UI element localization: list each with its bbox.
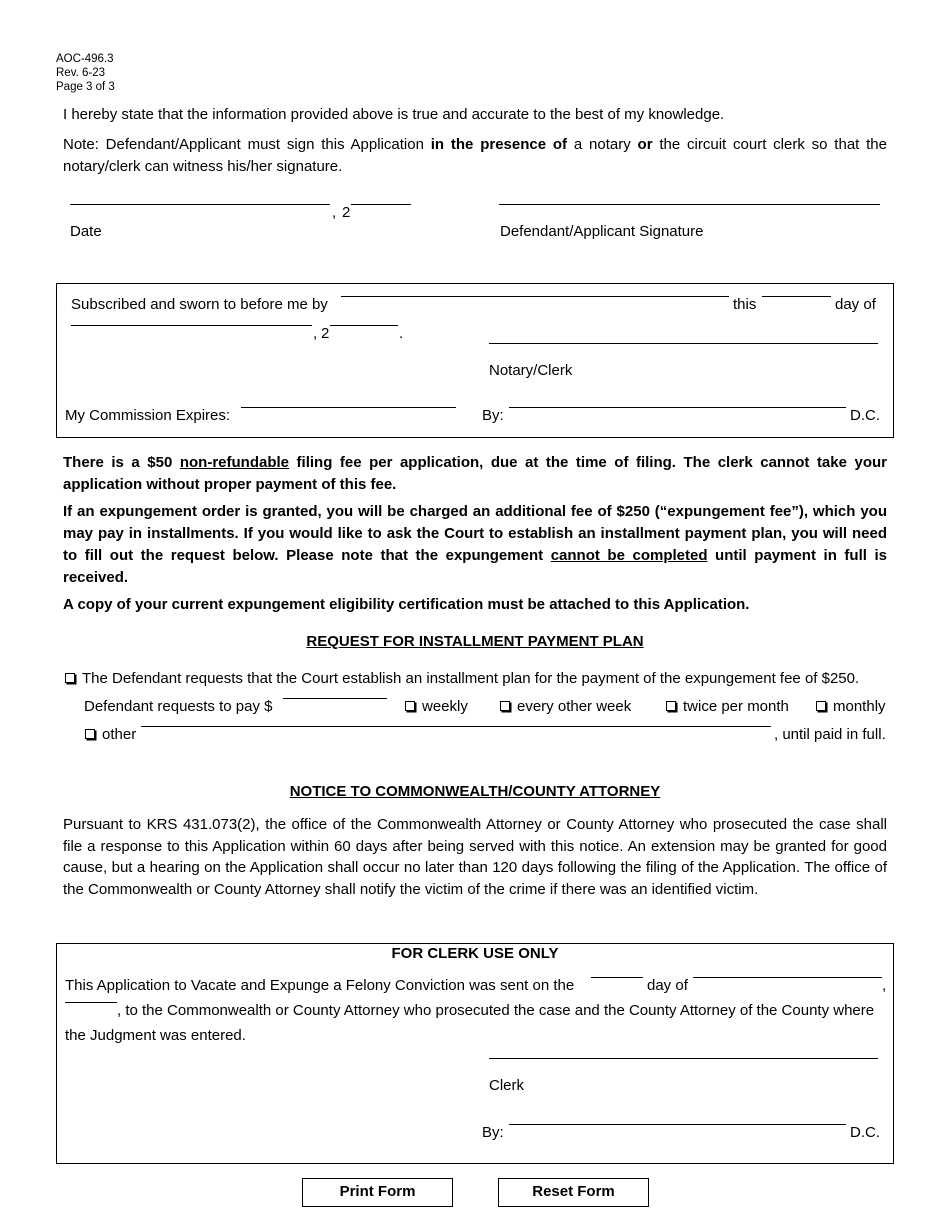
- commission-line[interactable]: [241, 407, 456, 408]
- notary-period: .: [399, 325, 404, 342]
- commission-label: My Commission Expires:: [65, 407, 231, 424]
- signature-line[interactable]: [499, 204, 880, 205]
- note-paragraph: Note: Defendant/Applicant must sign this Application in the presence of a notary or the circuit court clerk so that the notary/clerk can witness his/her signature.: [63, 136, 887, 175]
- date-year-line[interactable]: [351, 204, 411, 205]
- notice-heading: NOTICE TO COMMONWEALTH/COUNTY ATTORNEY: [289, 783, 661, 800]
- clerk-line3-text: the Judgment was entered.: [65, 1027, 246, 1044]
- date-year-prefix: 2: [342, 204, 351, 221]
- clerk-dc-label: D.C.: [850, 1124, 880, 1141]
- day-of-label: day of: [835, 296, 876, 313]
- form-number: AOC-496.3: [56, 53, 114, 65]
- until-paid-label: , until paid in full.: [774, 726, 886, 743]
- notice-paragraph: Pursuant to KRS 431.073(2), the office of the Commonwealth Attorney or County Attorney who prosecuted the case shall file a response to this Application within 60 days after being served with this notice. An extension may be granted for good cause, but a hearing on the Application shall occur no later than 120 days following the filing of the Application. The office of the Commonwealth or County Attorney shall notify the victim of the crime if there was an identified victim.: [63, 816, 887, 898]
- every-other-week-checkbox[interactable]: [500, 701, 510, 711]
- statement-text: I hereby state that the information provided above is true and accurate to the best of my knowledge.: [63, 106, 725, 123]
- monthly-checkbox[interactable]: [816, 701, 826, 711]
- clerk-line2-text: , to the Commonwealth or County Attorney who prosecuted the case and the County Attorney of the County where: [117, 1002, 875, 1019]
- date-line[interactable]: [70, 204, 330, 205]
- notary-year-line[interactable]: [330, 325, 398, 326]
- notary-year-prefix: 2: [321, 325, 330, 342]
- option-weekly[interactable]: weekly: [405, 698, 468, 715]
- date-comma: ,: [332, 204, 337, 221]
- certification-note: A copy of your current expungement eligibility certification must be attached to this Application.: [63, 596, 750, 613]
- clerk-by-label: By:: [482, 1124, 504, 1141]
- clerk-month-line[interactable]: [693, 977, 882, 978]
- other-description-line[interactable]: [141, 726, 771, 727]
- affiant-name-line[interactable]: [341, 296, 729, 297]
- page-number: Page 3 of 3: [56, 81, 115, 93]
- installment-request-text: The Defendant requests that the Court establish an installment plan for the payment of the expungement fee of $250.: [82, 670, 860, 687]
- clerk-by-line[interactable]: [509, 1124, 846, 1125]
- notary-by-label: By:: [482, 407, 504, 424]
- subscribed-label: Subscribed and sworn to before me by: [71, 296, 328, 313]
- notary-dc-label: D.C.: [850, 407, 880, 424]
- installment-request-row: [65, 670, 859, 687]
- clerk-line1-text: This Application to Vacate and Expunge a Felony Conviction was sent on the: [65, 977, 575, 994]
- clerk-signature-line[interactable]: [489, 1058, 878, 1059]
- month-line[interactable]: [71, 325, 312, 326]
- pay-amount-line[interactable]: [283, 698, 387, 699]
- option-twice-per-month[interactable]: twice per month: [666, 698, 789, 715]
- twice-per-month-checkbox[interactable]: [666, 701, 676, 711]
- notary-label: Notary/Clerk: [489, 362, 573, 379]
- other-checkbox[interactable]: [85, 729, 95, 739]
- clerk-year-line[interactable]: [65, 1002, 117, 1003]
- notary-comma: ,: [313, 325, 318, 342]
- clerk-day-line[interactable]: [591, 977, 643, 978]
- date-label: Date: [70, 223, 102, 240]
- print-form-button[interactable]: Print Form: [302, 1178, 453, 1207]
- option-monthly[interactable]: monthly: [816, 698, 886, 715]
- filing-fee-paragraph: There is a $50 non-refundable filing fee per application, due at the time of filing. The clerk cannot take your application without proper payment of this fee.: [63, 454, 887, 493]
- option-every-other-week[interactable]: every other week: [500, 698, 631, 715]
- this-label: this: [733, 296, 757, 313]
- pay-amount-label: Defendant requests to pay $: [84, 698, 273, 715]
- clerk-day-of-label: day of: [647, 977, 688, 994]
- expungement-fee-paragraph: If an expungement order is granted, you will be charged an additional fee of $250 (“expungement fee”), which you may pay in installments. If you would like to ask the Court to establish an installment payment plan, you will need to fill out the request below. Please note that the expungement cannot be completed until payment in full is received.: [63, 503, 887, 586]
- option-other[interactable]: other: [85, 726, 136, 743]
- clerk-heading: FOR CLERK USE ONLY: [391, 945, 559, 962]
- installment-request-checkbox[interactable]: [65, 673, 75, 683]
- clerk-comma: ,: [882, 977, 887, 994]
- weekly-checkbox[interactable]: [405, 701, 415, 711]
- signature-label: Defendant/Applicant Signature: [500, 223, 704, 240]
- clerk-label: Clerk: [489, 1077, 525, 1094]
- notary-signature-line[interactable]: [489, 343, 878, 344]
- form-revision: Rev. 6-23: [56, 67, 106, 79]
- reset-form-button[interactable]: Reset Form: [498, 1178, 649, 1207]
- installment-heading: REQUEST FOR INSTALLMENT PAYMENT PLAN: [306, 633, 644, 650]
- day-line[interactable]: [762, 296, 831, 297]
- notary-by-line[interactable]: [509, 407, 846, 408]
